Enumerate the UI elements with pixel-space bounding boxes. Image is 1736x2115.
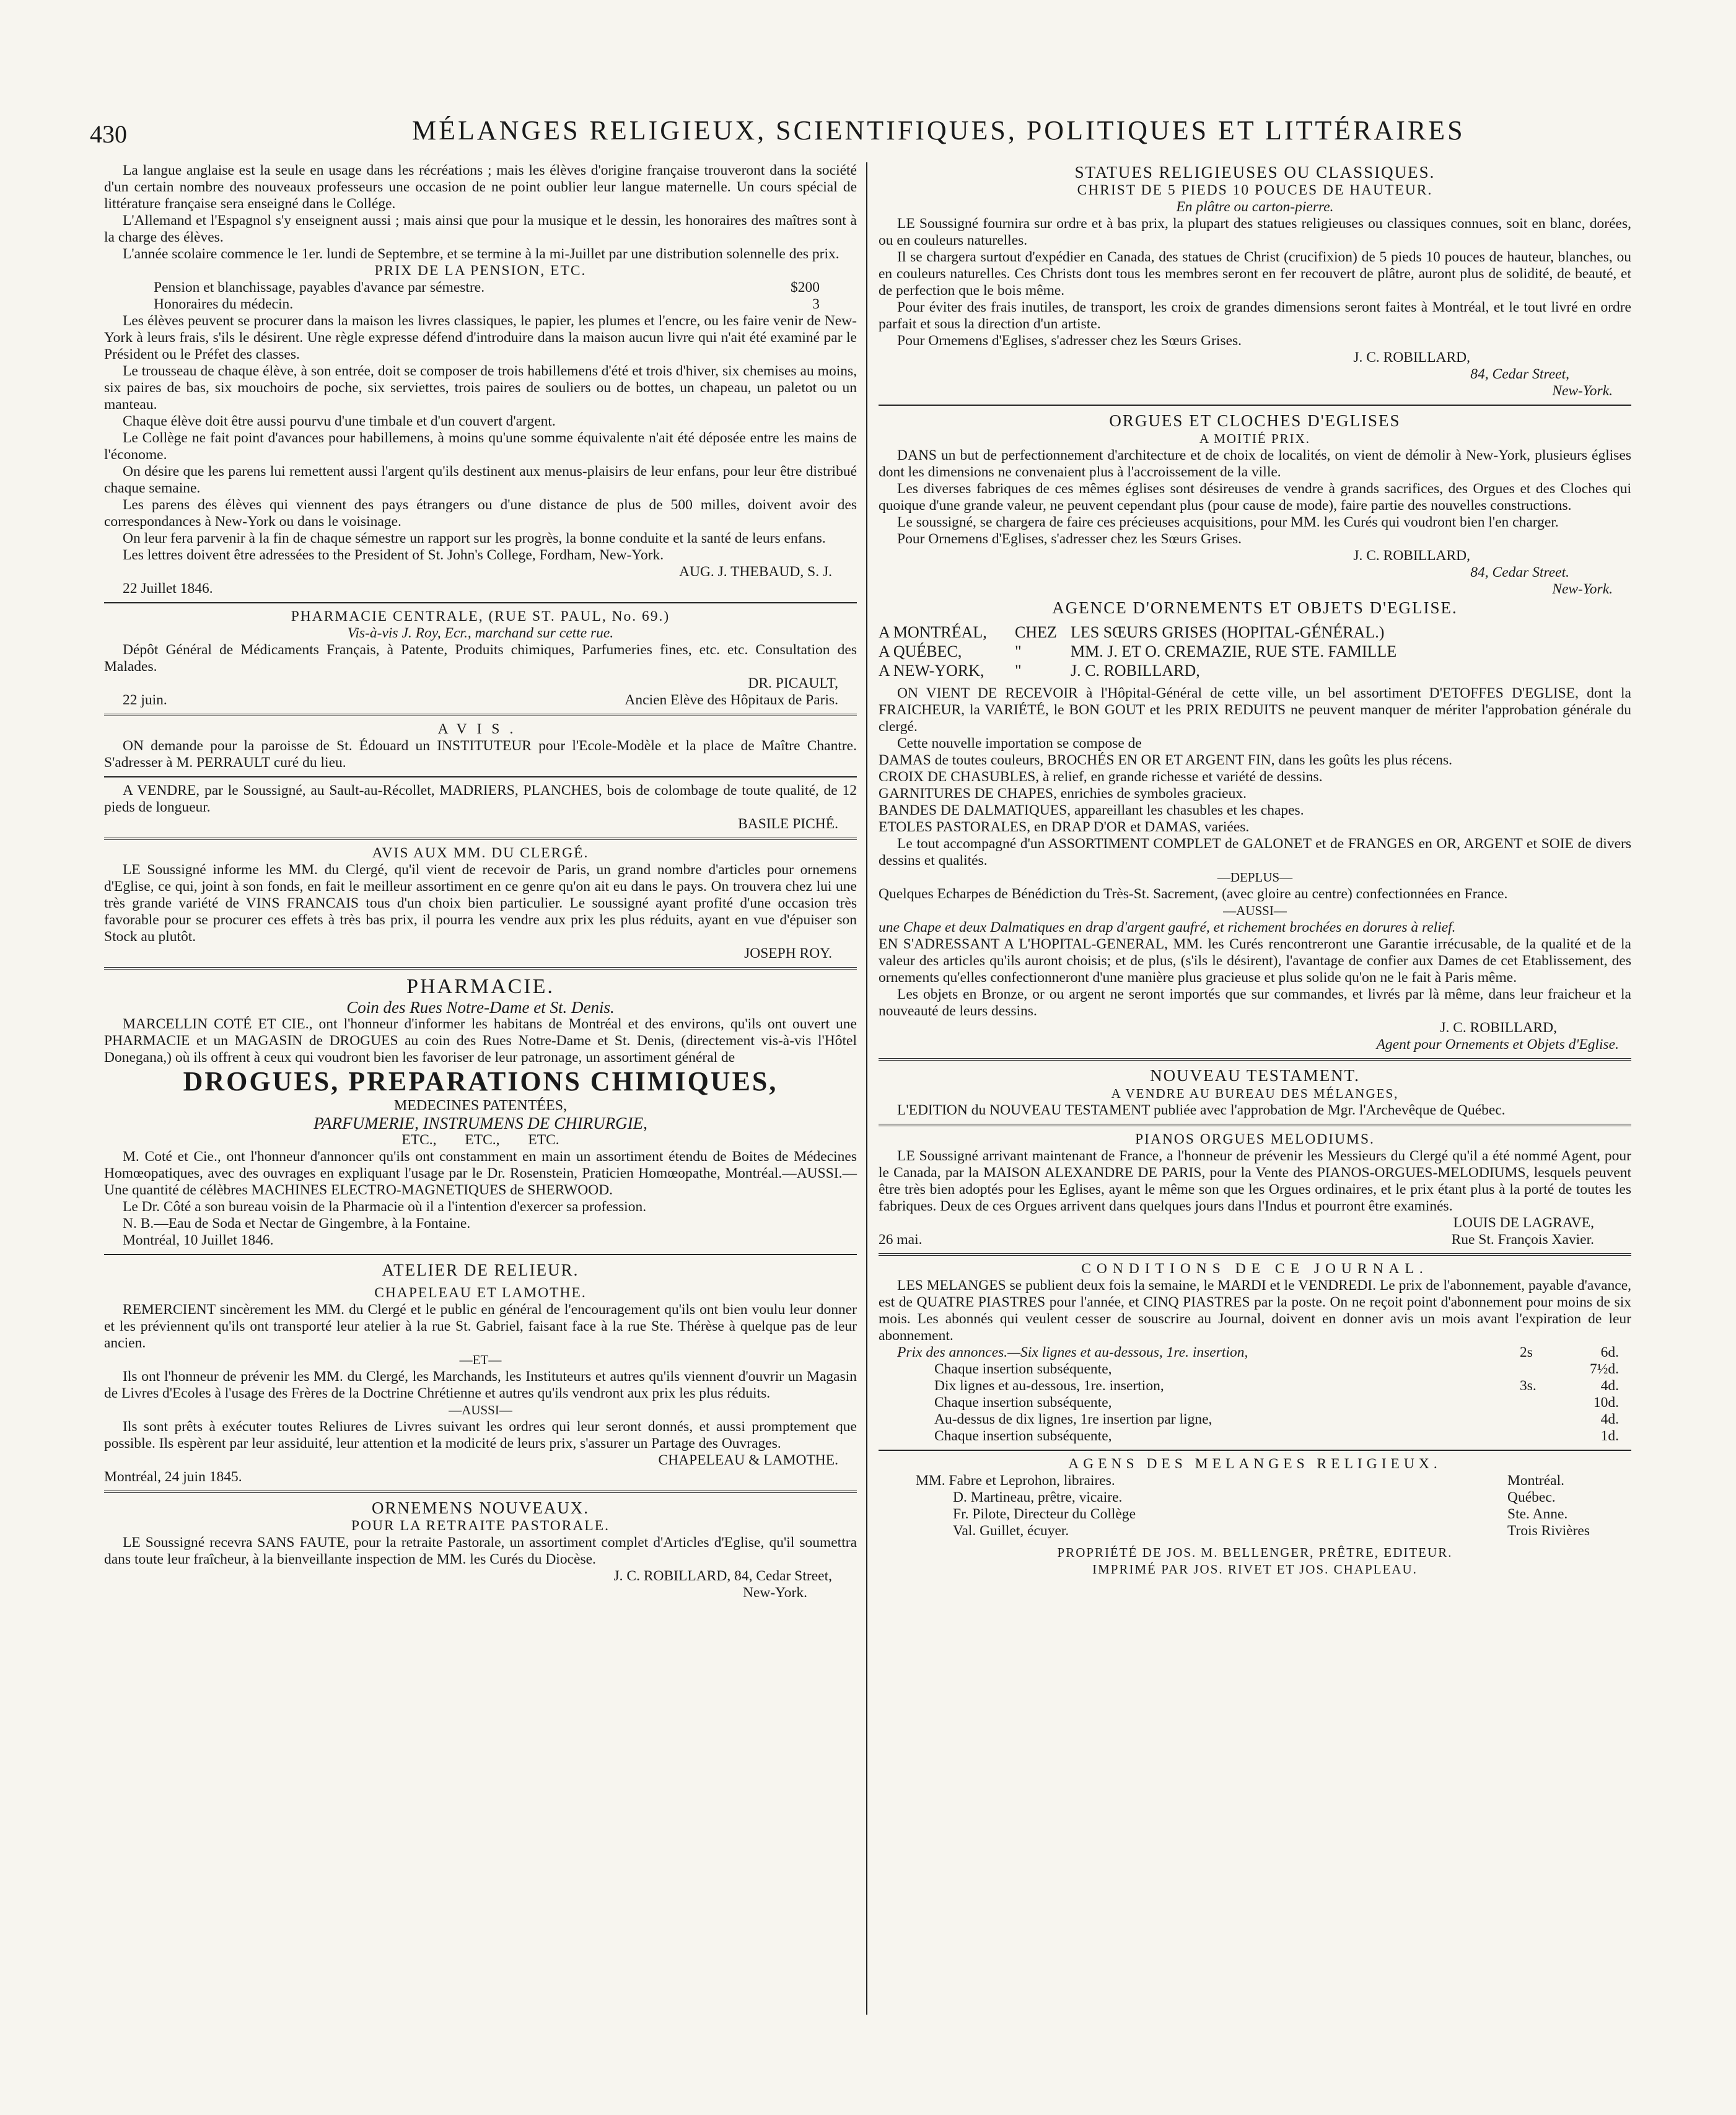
paragraph: ON VIENT DE RECEVOIR à l'Hôpital-Général de cette ville, un bel assortiment D'ETOFFES D'EGLISE, dont la FRAICHEUR, la VARIÉTÉ, le BON GOUT et les PRIX REDUITS ne peuvent manquer de mériter l'approbation générale du clergé. [879,685,1631,735]
ornemens-ad [104,1498,857,1601]
ad-subtitle: A VENDRE AU BUREAU DES MÉLANGES, [1111,1086,1399,1101]
paragraph: EN S'ADRESSANT A L'HOPITAL-GENERAL, MM. les Curés rencontreront une Garantie irrécusable, de la qualité et de la valeur des articles qu'ils auront choisis; et de plus, (s'ils le désirent), l'avantage de confier aux Dames de cet Etablissement, des ornements qu'elles confectionneront d'une manière plus gracieuse et plus solide qu'on ne le fait à Paris même. [879,936,1631,986]
rate-label: Chaque insertion subséquente, [934,1361,1112,1377]
agent-row [916,1489,1607,1506]
ad-title: AVIS AUX MM. DU CLERGÉ. [372,845,589,861]
rate-shillings: 3s. [1520,1378,1537,1394]
separator: —DEPLUS— [1217,870,1293,885]
section-rule [104,1254,857,1255]
column-divider [866,162,867,2015]
agent-name: MM. Fabre et Leprohon, libraires. [916,1473,1115,1489]
rate-pence: 4d. [1600,1411,1619,1427]
avis-ad [104,721,857,771]
paragraph: Le trousseau de chaque élève, à son entrée, doit se composer de trois habillemens d'été et trois d'hiver, six chemises au moins, six paires de bas, six mouchoirs de poche, six serviettes, trois paires de souliers ou de bottes, un chapeau, un paletot ou un manteau. [104,363,857,413]
paragraph: ON demande pour la paroisse de St. Édouard un INSTITUTEUR pour l'Ecole-Modèle et la place de Maître Chantre. S'adresser à M. PERRAULT curé du lieu. [104,738,857,771]
signature: J. C. ROBILLARD, [1440,1020,1557,1036]
imprint-line: PROPRIÉTÉ DE JOS. M. BELLENGER, PRÊTRE, EDITEUR. [1057,1545,1453,1560]
paragraph: BANDES DE DALMATIQUES, appareillant les chasubles et les chapes. [879,802,1304,818]
paragraph: Pour éviter des frais inutiles, de transport, les croix de grandes dimensions seront faites à Montréal, et le tout livré en ordre parfait et sous la direction d'un artiste. [879,299,1631,332]
paragraph: L'année scolaire commence le 1er. lundi de Septembre, et se termine à la mi-Juillet par une distribution solennelle des prix. [123,246,840,262]
rate-shillings [1520,1411,1569,1428]
section-heading: CONDITIONS DE CE JOURNAL. [1081,1261,1429,1277]
price-value: $200 [791,279,820,296]
agence-ad [879,598,1631,1053]
price-label: Pension et blanchissage, payables d'avance par sémestre. [154,279,485,296]
section-rule [879,1058,1631,1061]
paragraph: Ils ont l'honneur de prévenir les MM. du Clergé, les Marchands, les Instituteurs et autres qu'ils viennent d'ouvrir un Magasin de Livres d'Ecoles à l'usage des Frères de la Doctrine Chrétienne et autres qu'ils vendront aux prix les plus réduits. [104,1368,857,1401]
section-rule [879,1124,1631,1126]
paragraph: CROIX DE CHASUBLES, à relief, en grande richesse et variété de dessins. [879,769,1323,785]
signature-row [104,692,857,709]
paragraph: N. B.—Eau de Soda et Nectar de Gingembre, à la Fontaine. [123,1215,471,1232]
pharmacie-ad [104,974,857,1249]
paragraph: L'Allemand et l'Espagnol s'y enseignent aussi ; mais ainsi que pour la musique et le dessin, les honoraires des maîtres sont à la charge des élèves. [104,212,857,245]
section-rule [879,405,1631,406]
paragraph: La langue anglaise est la seule en usage dans les récréations ; mais les élèves d'origine française trouveront dans la société d'un certain nombre des nouveaux professeurs une occasion de ne point oublier leur langue maternelle. Un cours spécial de littérature française sera enseigné dans le Collége. [104,162,857,212]
paragraph: Le Collège ne fait point d'avances pour habillemens, à moins qu'une somme équivalente n'ait été déposée entre les mains de l'économe. [104,430,857,463]
atelier-ad [104,1260,857,1486]
agence-sep: " [1015,642,1022,660]
paragraph: Le soussigné, se chargera de faire ces précieuses acquisitions, pour MM. les Curés qui voudront bien l'en charger. [897,514,1559,530]
date: Montréal, 10 Juillet 1846. [123,1232,274,1248]
paragraph: Les diverses fabriques de ces mêmes églises sont désireuses de vendre à grands sacrifices, des Orgues et des Cloches qui quoique d'une grande valeur, ne peuvent cependant plus (pour cause de mode), faire partie des nouvelles constructions. [879,481,1631,514]
paragraph: LE Soussigné fournira sur ordre et à bas prix, la plupart des statues religieuses ou classiques connues, soit en blanc, dorées, ou en couleurs naturelles. [879,216,1631,248]
paragraph: Les objets en Bronze, or ou argent ne seront importés que sur commandes, et livrés par là même, dans leur fraicheur et la nouveauté de leurs dessins. [879,986,1631,1019]
date: Montréal, 24 juin 1845. [104,1469,242,1485]
rate-pence: 7½d. [1590,1361,1619,1377]
college-notice [104,162,857,597]
paragraph: On désire que les parens lui remettent aussi l'argent qu'ils destinent aux menus-plaisirs de leur enfans, pour leur être distribué chaque semaine. [104,463,857,496]
big-heading: DROGUES, PREPARATIONS CHIMIQUES, [183,1066,778,1097]
date: 22 juin. [123,692,167,708]
paragraph: Les élèves peuvent se procurer dans la maison les livres classiques, le papier, les plumes et l'encre, ou les faire venir de New-York à leurs frais, s'ils le désirent. Une règle expresse défend d'introduire dans la maison aucun livre qui n'ait été examiné par le Président ou le Préfet des classes. [104,313,857,362]
paragraph: DANS un but de perfectionnement d'architecture et de choix de localités, on vient de démolir à New-York, plusieurs églises dont les dimensions ne convenaient plus à l'accroissement de la ville. [879,447,1631,480]
agent-name: Val. Guillet, écuyer. [953,1523,1069,1539]
paragraph: Quelques Echarpes de Bénédiction du Très-St. Sacrement, (avec gloire au centre) confectionnées en France. [879,886,1508,902]
orgues-ad [879,411,1631,598]
rate-label: Chaque insertion subséquente, [934,1395,1112,1411]
ad-title: STATUES RELIGIEUSES OU CLASSIQUES. [1074,163,1436,182]
signature-title: Agent pour Ornements et Objets d'Eglise. [1376,1036,1619,1053]
statues-ad [879,162,1631,400]
section-heading: AGENS DES MELANGES RELIGIEUX. [1068,1456,1442,1472]
rate-pence: 6d. [1600,1344,1619,1360]
a-vendre-ad [104,782,857,833]
separator: —AUSSI— [449,1403,512,1417]
rate-pence: 10d. [1593,1395,1619,1411]
paragraph: Pour Ornemens d'Eglises, s'adresser chez les Sœurs Grises. [897,531,1242,547]
ad-title: AVIS. [437,721,524,737]
etc-line: ETC., ETC., ETC. [401,1132,559,1148]
separator: —ET— [459,1352,502,1367]
agent-place: Québec. [1507,1489,1556,1505]
paragraph: MARCELLIN COTÉ ET CIE., ont l'honneur d'informer les habitans de Montréal et des environs, qu'ils ont ouvert une PHARMACIE et un MAGASIN de DROGUES au coin des Rues Notre-Dame et St. Denis, (directement vis-à-vis l'Hôtel Donegana,) où ils offrent à ceux qui voudront bien les favoriser de leur patronage, un assortiment général de [104,1016,857,1066]
left-column [104,162,857,1601]
paragraph: A VENDRE, par le Soussigné, au Sault-au-Récollet, MADRIERS, PLANCHES, bois de colombage de toute qualité, de 12 pieds de longueur. [104,782,857,815]
paragraph: LES MELANGES se publient deux fois la semaine, le MARDI et le VENDREDI. Le prix de l'abonnement, payable d'avance, est de QUATRE PIASTRES pour l'année, et CINQ PIASTRES par la poste. On ne reçoit point d'abonnement pour moins de six mois. Les abonnés qui veulent cesser de souscrire au Journal, doivent en donner avis un mois avant l'expiration de leur abonnement. [879,1277,1631,1344]
paragraph: Les lettres doivent être adressées to the President of St. John's College, Fordham, New-York. [123,547,664,563]
section-rule [104,776,857,777]
section-rule [104,602,857,603]
rate-row [897,1378,1619,1395]
paragraph: L'EDITION du NOUVEAU TESTAMENT publiée avec l'approbation de Mgr. l'Archevêque de Québec. [897,1102,1506,1118]
paragraph: Le Dr. Côté a son bureau voisin de la Pharmacie où il a l'intention d'exercer sa profession. [123,1199,647,1215]
signature-address: New-York. [742,1585,807,1601]
agent-place: Ste. Anne. [1507,1506,1568,1522]
signature: J. C. ROBILLARD, [1353,548,1470,564]
paragraph: On leur fera parvenir à la fin de chaque sémestre un rapport sur les progrès, la bonne conduite et la santé de leurs enfans. [123,530,826,546]
agence-who: MM. J. ET O. CREMAZIE, RUE STE. FAMILLE [1071,642,1397,660]
signature: DR. PICAULT, [748,675,838,691]
rate-pence: 4d. [1600,1378,1619,1394]
right-column [879,162,1631,1578]
conditions-section [879,1261,1631,1445]
agent-row [916,1473,1607,1489]
ad-title: PHARMACIE CENTRALE, (RUE ST. PAUL, No. 69.) [291,608,670,624]
ad-title: ORNEMENS NOUVEAUX. [372,1499,589,1517]
rate-row [897,1395,1619,1411]
ad-title: ORGUES ET CLOCHES D'EGLISES [1109,411,1401,430]
paragraph: LE Soussigné recevra SANS FAUTE, pour la retraite Pastorale, un assortiment complet d'Articles d'Eglise, qu'il soumettra dans toute leur fraîcheur, à la bienveillante inspection de MM. les Curés du Diocèse. [104,1535,857,1567]
ad-title: ATELIER DE RELIEUR. [382,1261,579,1279]
paragraph: Dépôt Général de Médicaments Français, à Patente, Produits chimiques, Parfumeries fines, etc. etc. Consultation des Malades. [104,642,857,675]
paragraph: Ils sont prêts à exécuter toutes Reliures de Livres suivant les ordres qui leur seront donnés, et aussi promptement que possible. Ils espèrent par leur assiduité, leur attention et la modicité de leurs prix, s'assurer un Partage des Ouvrages. [104,1419,857,1452]
rate-label: Prix des annonces.—Six lignes et au-dessous, 1re. insertion, [897,1344,1248,1360]
signature-address: 84, Cedar Street, [1470,366,1569,382]
ad-subtitle: POUR LA RETRAITE PASTORALE. [351,1518,610,1534]
signature: BASILE PICHÉ. [738,816,838,832]
signature: CHAPELEAU & LAMOTHE. [658,1452,838,1468]
signature-title: Ancien Elève des Hôpitaux de Paris. [625,692,838,708]
section-rule [104,714,857,716]
paragraph: Cette nouvelle importation se compose de [897,735,1142,751]
avis-clerge-ad [104,845,857,962]
signature: J. C. ROBILLARD, [1353,349,1470,366]
section-rule [104,838,857,840]
paragraph: GARNITURES DE CHAPES, enrichies de symboles gracieux. [879,786,1247,802]
rate-row [897,1428,1619,1445]
agent-place: Trois Rivières [1507,1523,1590,1539]
agence-city: A MONTRÉAL, [879,623,987,641]
section-rule [879,1253,1631,1256]
rate-row [897,1411,1619,1428]
rate-shillings [1520,1361,1569,1378]
agens-list [879,1473,1631,1539]
paragraph: REMERCIENT sincèrement les MM. du Clergé et le public en général de l'encouragement qu'ils ont bien voulu leur donner et les préviennent qu'ils ont transporté leur atelier à la rue St. Gabriel, faisant face à la rue Ste. Thérèse à quelque pas de leur ancien. [104,1302,857,1351]
agence-row [879,623,1631,642]
agence-who: LES SŒURS GRISES (HOPITAL-GÉNÉRAL.) [1071,623,1385,641]
agence-sep: " [1015,662,1022,680]
agent-row [916,1506,1607,1523]
price-label: Honoraires du médecin. [154,296,294,312]
paragraph: une Chape et deux Dalmatiques en drap d'argent gaufré, et richement brochées en dorures à relief. [879,919,1456,935]
agence-row [879,642,1631,661]
rate-shillings [1520,1395,1569,1411]
rates-table [879,1344,1631,1445]
ad-subtitle: CHRIST DE 5 PIEDS 10 POUCES DE HAUTEUR. [1077,182,1433,198]
page-number: 430 [90,120,127,148]
date: 26 mai. [879,1232,923,1248]
ad-subtitle: En plâtre ou carton-pierre. [1176,199,1334,215]
ad-title: NOUVEAU TESTAMENT. [1150,1066,1360,1085]
pianos-ad [879,1131,1631,1248]
paragraph: M. Coté et Cie., ont l'honneur d'annoncer qu'ils ont constamment en main un assortiment étendu de Boites de Médecines Homœopatiques, avec des ouvrages en expliquant l'usage par le Dr. Rosenstein, Praticien Homœopathe, Montréal.—AUSSI.—Une quantité de célèbres MACHINES ELECTRO-MAGNETIQUES de SHERWOOD. [104,1149,857,1198]
paragraph: Chaque élève doit être aussi pourvu d'une timbale et d'un couvert d'argent. [123,413,556,429]
subheading: MEDECINES PATENTÉES, [393,1098,568,1114]
price-row [104,296,857,313]
pharmacie-centrale-ad [104,608,857,709]
rate-shillings [1520,1428,1569,1445]
imprint-line: IMPRIMÉ PAR JOS. RIVET ET JOS. CHAPLEAU. [1092,1562,1418,1577]
paragraph: LE Soussigné arrivant maintenant de France, a l'honneur de prévenir les Messieurs du Clergé qu'il a été nommé Agent, pour le Canada, par la MAISON ALEXANDRE DE PARIS, pour la Vente des PIANOS-ORGUES-MELODIUMS, lesquels peuvent être très bien adoptés pour les Eglises, ayant le même son que les Orgues ordinaires, et le prix étant plus à la porté de toutes les fabriques. Deux de ces Orgues arrivent dans quelques jours dans l'Indus et pourront être examinés. [879,1148,1631,1214]
signature: J. C. ROBILLARD, 84, Cedar Street, [613,1568,832,1584]
section-rule [879,1450,1631,1451]
agent-name: D. Martineau, prêtre, vicaire. [953,1489,1123,1505]
ad-title: PHARMACIE. [406,975,555,998]
agence-who: J. C. ROBILLARD, [1071,662,1200,680]
testament-ad [879,1066,1631,1119]
signature-row [879,1232,1631,1248]
ad-title: PIANOS ORGUES MELODIUMS. [1135,1131,1375,1147]
rate-label: Chaque insertion subséquente, [934,1428,1112,1444]
signature-address: 84, Cedar Street. [1470,564,1569,580]
signature: AUG. J. THEBAUD, S. J. [679,564,832,580]
page-header [90,115,1620,158]
signature-city: New-York. [1552,383,1613,399]
agence-row [879,661,1631,680]
rate-row [897,1344,1619,1361]
agence-city: A NEW-YORK, [879,662,984,680]
section-heading: PRIX DE LA PENSION, ETC. [374,263,587,279]
rate-label: Dix lignes et au-dessous, 1re. insertion, [934,1378,1164,1394]
rate-shillings: 2s [1520,1344,1533,1360]
paragraph: Les parens des élèves qui viennent des pays étrangers ou d'une distance de plus de 500 milles, doivent avoir des correspondances à New-York ou dans le voisinage. [104,497,857,530]
date: 22 Juillet 1846. [123,580,213,597]
subheading: PARFUMERIE, INSTRUMENS DE CHIRURGIE, [313,1114,647,1132]
agent-name: Fr. Pilote, Directeur du Collège [953,1506,1136,1522]
agence-city: A QUÉBEC, [879,642,962,660]
paragraph: Le tout accompagné d'un ASSORTIMENT COMPLET de GALONET et de FRANGES en OR, ARGENT et SOIE de divers dessins et qualités. [879,836,1631,869]
separator: —AUSSI— [1223,903,1287,918]
section-rule [104,1491,857,1493]
ad-subtitle: Coin des Rues Notre-Dame et St. Denis. [346,998,615,1017]
agent-place: Montréal. [1507,1473,1565,1489]
signature: JOSEPH ROY. [744,945,832,961]
agence-sep: CHEZ [1015,623,1057,641]
signature: LOUIS DE LAGRAVE, [1453,1215,1594,1231]
signature-address: Rue St. François Xavier. [1451,1232,1594,1248]
agens-section [879,1456,1631,1578]
price-value: 3 [812,296,820,312]
rate-row [897,1361,1619,1378]
paragraph: Pour Ornemens d'Eglises, s'adresser chez les Sœurs Grises. [897,333,1242,349]
paragraph: DAMAS de toutes couleurs, BROCHÉS EN OR ET ARGENT FIN, dans les goûts les plus récens. [879,752,1453,768]
ad-subtitle: A MOITIÉ PRIX. [1199,431,1311,446]
paragraph: Il se chargera surtout d'expédier en Canada, des statues de Christ (crucifixion) de 5 pieds 10 pouces de hauteur, blanches, ou en couleurs naturelles. Ces Christs dont tous les membres seront en fer recouvert de plâtre, auront plus de solidité, de beauté, et de perfection que le bois même. [879,249,1631,299]
paragraph: LE Soussigné informe les MM. du Clergé, qu'il vient de recevoir de Paris, un grand nombre d'articles pour ornemens d'Eglise, ce qui, joint à son fonds, en fait le meilleur assortiment en ce genre qu'on ait eu dans le pays. On trouvera chez lui une très grande variété de VINS FRANCAIS tous d'un choix bien particulier. Le soussigné ayant profité d'une occasion très favorable pour se procurer ces effets à très bas prix, il pourra les vendre aux prix les plus réduits, ayant en vue d'épuiser son Stock au plutôt. [104,862,857,945]
ad-subtitle: CHAPELEAU ET LAMOTHE. [374,1285,587,1301]
agent-row [916,1523,1607,1539]
running-title: MÉLANGES RELIGIEUX, SCIENTIFIQUES, POLITIQUES ET LITTÉRAIRES [412,115,1465,146]
rate-pence: 1d. [1600,1428,1619,1444]
ad-subtitle: Vis-à-vis J. Roy, Ecr., marchand sur cette rue. [347,625,614,641]
price-row [104,279,857,296]
rate-label: Au-dessus de dix lignes, 1re insertion par ligne, [934,1411,1212,1427]
signature-city: New-York. [1552,581,1613,597]
section-rule [104,967,857,970]
ad-title: AGENCE D'ORNEMENTS ET OBJETS D'EGLISE. [1052,598,1458,617]
paragraph: ETOLES PASTORALES, en DRAP D'OR et DAMAS, variées. [879,819,1250,835]
